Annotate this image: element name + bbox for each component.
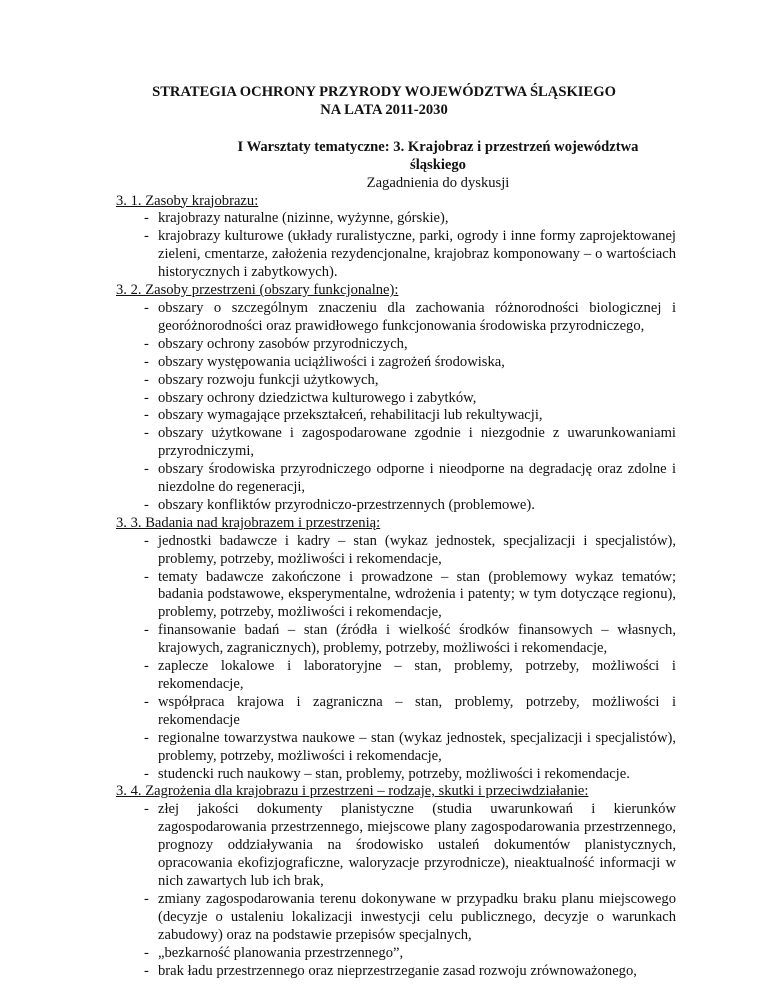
list-item <box>116 694 676 730</box>
list-item-text: współpraca krajowa i zagraniczna – stan, problemy, potrzeby, możliwości i rekomendacje <box>158 693 676 728</box>
list-item <box>116 228 676 282</box>
list-item <box>116 533 676 569</box>
section-heading: 3. 2. Zasoby przestrzeni (obszary funkcjonalne): <box>116 282 399 299</box>
list-item <box>116 300 676 336</box>
title-line-1: STRATEGIA OCHRONY PRZYRODY WOJEWÓDZTWA ŚLĄSKIEGO <box>152 84 616 100</box>
bullet-dash: - <box>144 801 149 818</box>
list-item-text: obszary rozwoju funkcji użytkowych, <box>158 371 379 388</box>
list-item <box>116 372 676 390</box>
list-item-text: tematy badawcze zakończone i prowadzone – stan (problemowy wykaz tematów; badania podstawowe, eksperymentalne, wdrożenia i patenty; w tym dotyczące regionu), problemy, potrzeby, możliwości i rekomendacje, <box>158 568 676 621</box>
bullet-dash: - <box>144 425 149 442</box>
bullet-dash: - <box>144 962 149 979</box>
list-item-text: finansowanie badań – stan (źródła i wielkość środków finansowych – własnych, krajowych, zagranicznych), problemy, potrzeby, możliwości i rekomendacje, <box>158 622 676 657</box>
list-item <box>116 497 676 515</box>
list-item <box>116 336 676 354</box>
bullet-dash: - <box>144 353 149 370</box>
section-heading: 3. 1. Zasoby krajobrazu: <box>116 192 259 209</box>
sections-container <box>116 193 676 981</box>
list-item-text: krajobrazy kulturowe (układy ruralistyczne, parki, ogrody i inne formy zaprojektowanej zieleni, cmentarze, założenia rezydencjonalne, krajobraz komponowany – o wartościach historycznych i zabytkowych). <box>158 228 676 281</box>
bullet-dash: - <box>144 890 149 907</box>
section-heading: 3. 3. Badania nad krajobrazem i przestrzenią: <box>116 514 381 531</box>
bullet-dash: - <box>144 944 149 961</box>
bullet-dash: - <box>144 228 149 245</box>
bullet-dash: - <box>144 299 149 316</box>
section-list <box>116 533 676 784</box>
bullet-dash: - <box>144 371 149 388</box>
title-line-2: NA LATA 2011-2030 <box>320 101 448 118</box>
workshop-title: I Warsztaty tematyczne: 3. Krajobraz i przestrzeń województwa śląskiego <box>237 138 639 173</box>
list-item-text: krajobrazy naturalne (nizinne, wyżynne, górskie), <box>158 210 449 227</box>
list-item-text: zaplecze lokalowe i laboratoryjne – stan, problemy, potrzeby, możliwości i rekomendacje, <box>158 658 676 692</box>
list-item-text: zmiany zagospodarowania terenu dokonywane w przypadku braku planu miejscowego (decyzje o ustaleniu lokalizacji inwestycji celu publicznego, decyzje o warunkach zabudowy) oraz na podstawie przepisów specjalnych, <box>158 890 676 943</box>
bullet-dash: - <box>144 568 149 585</box>
bullet-dash: - <box>144 389 149 406</box>
bullet-dash: - <box>144 658 149 675</box>
section-heading: 3. 4. Zagrożenia dla krajobrazu i przestrzeni – rodzaje, skutki i przeciwdziałanie: <box>116 783 589 800</box>
list-item <box>116 730 676 766</box>
list-item <box>116 425 676 461</box>
list-item <box>116 390 676 408</box>
list-item <box>116 963 676 981</box>
document-title <box>116 84 652 120</box>
bullet-dash: - <box>144 407 149 424</box>
list-item-text: brak ładu przestrzennego oraz nieprzestrzeganie zasad rozwoju zrównoważonego, <box>158 962 637 979</box>
list-item <box>116 658 676 694</box>
bullet-dash: - <box>144 622 149 639</box>
list-item-text: obszary o szczególnym znaczeniu dla zachowania różnorodności biologicznej i georóżnorodności oraz prawidłowego funkcjonowania środowiska przyrodniczego, <box>158 299 676 334</box>
list-item <box>116 569 676 623</box>
bullet-dash: - <box>144 335 149 352</box>
list-item <box>116 766 676 784</box>
list-item-text: obszary użytkowane i zagospodarowane zgodnie i niezgodnie z uwarunkowaniami przyrodniczymi, <box>158 425 676 460</box>
bullet-dash: - <box>144 693 149 710</box>
list-item <box>116 945 676 963</box>
list-item <box>116 407 676 425</box>
list-item <box>116 891 676 945</box>
list-item-text: „bezkarność planowania przestrzennego”, <box>158 944 404 961</box>
section-list <box>116 210 676 282</box>
list-item <box>116 801 676 891</box>
bullet-dash: - <box>144 532 149 549</box>
bullet-dash: - <box>144 765 149 782</box>
list-item-text: obszary środowiska przyrodniczego odporne i nieodporne na degradację oraz zdolne i niezdolne do regeneracji, <box>158 461 676 496</box>
document-page <box>116 84 676 980</box>
bullet-dash: - <box>144 461 149 478</box>
bullet-dash: - <box>144 210 149 227</box>
bullet-dash: - <box>144 729 149 746</box>
discussion-subtitle: Zagadnienia do dyskusji <box>366 174 510 191</box>
list-item-text: regionalne towarzystwa naukowe – stan (wykaz jednostek, specjalizacji i specjalistów), problemy, potrzeby, możliwości i rekomendacje, <box>158 729 676 764</box>
list-item <box>116 354 676 372</box>
list-item <box>116 461 676 497</box>
section-list <box>116 300 676 515</box>
list-item-text: obszary występowania uciążliwości i zagrożeń środowiska, <box>158 353 505 370</box>
list-item-text: obszary ochrony dziedzictwa kulturowego i zabytków, <box>158 389 477 406</box>
list-item-text: złej jakości dokumenty planistyczne (studia uwarunkowań i kierunków zagospodarowania przestrzennego, miejscowe plany zagospodarowania przestrzennego, prognozy oddziaływania na środowisko ustaleń dokumentów planistycznych, opracowania ekofizjograficzne, waloryzacje przyrodnicze), nieaktualność informacji w nich zawartych lub ich brak, <box>158 801 676 889</box>
section-list <box>116 801 676 980</box>
bullet-dash: - <box>144 496 149 513</box>
list-item-text: obszary wymagające przekształceń, rehabilitacji lub rekultywacji, <box>158 407 543 424</box>
list-item-text: jednostki badawcze i kadry – stan (wykaz jednostek, specjalizacji i specjalistów), problemy, potrzeby, możliwości i rekomendacje, <box>158 532 676 567</box>
list-item-text: studencki ruch naukowy – stan, problemy, potrzeby, możliwości i rekomendacje. <box>158 765 630 782</box>
list-item-text: obszary ochrony zasobów przyrodniczych, <box>158 335 408 352</box>
list-item <box>116 210 676 228</box>
list-item-text: obszary konfliktów przyrodniczo-przestrzennych (problemowe). <box>158 496 535 513</box>
list-item <box>116 622 676 658</box>
